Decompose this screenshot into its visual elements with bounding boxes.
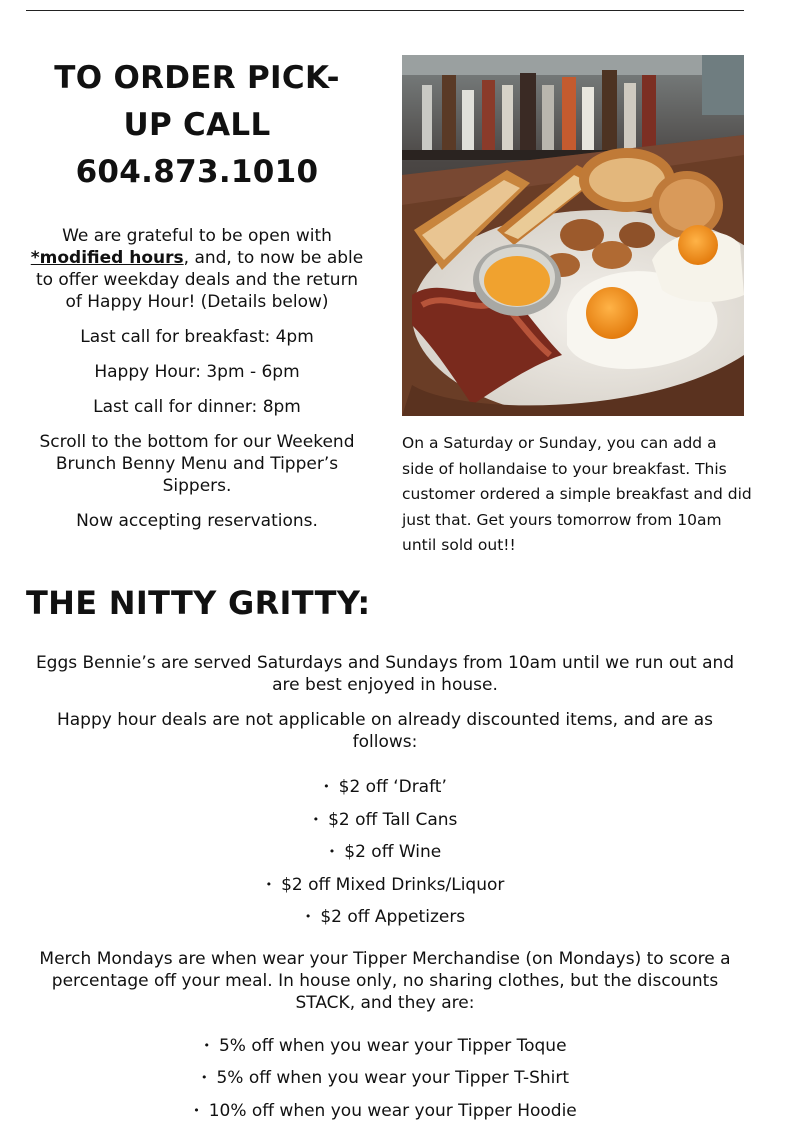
list-item: • $2 off Appetizers	[26, 901, 744, 934]
merch-deals-list	[26, 1030, 744, 1121]
happy-hour-times: Happy Hour: 3pm - 6pm	[94, 362, 300, 382]
photo-caption: On a Saturday or Sunday, you can add a side of hollandaise to your breakfast. This customer ordered a simple breakfast and did just that. Get yours tomorrow from 10am until sold out!!	[402, 434, 752, 554]
bennies-note: Eggs Bennie’s are served Saturdays and Sundays from 10am until we run out and are best enjoyed in house.	[35, 653, 735, 695]
list-item: • 5% off when you wear your Tipper T-Shirt	[26, 1062, 744, 1095]
details-section	[26, 652, 744, 1121]
list-item: • 10% off when you wear your Tipper Hoodie	[26, 1095, 744, 1121]
order-heading-line1: TO ORDER PICK-	[54, 60, 340, 96]
breakfast-photo	[402, 55, 744, 416]
list-item: • $2 off ‘Draft’	[26, 771, 744, 804]
list-item: • 5% off when you wear your Tipper Toque	[26, 1030, 744, 1063]
breakfast-last-call: Last call for breakfast: 4pm	[80, 327, 314, 347]
top-divider	[26, 10, 744, 11]
order-heading	[26, 55, 368, 196]
modified-hours-link[interactable]: *modified hours	[30, 248, 184, 268]
intro-text	[26, 225, 368, 313]
phone-number[interactable]: 604.873.1010	[75, 154, 319, 190]
dinner-last-call: Last call for dinner: 8pm	[93, 397, 301, 417]
intro-before: We are grateful to be open with	[62, 226, 332, 246]
intro-after: , and, to now be able to offer weekday deals and the return of Happy Hour! (Details below)	[35, 248, 364, 312]
nitty-gritty-heading: THE NITTY GRITTY:	[26, 584, 371, 622]
order-info-column	[26, 55, 368, 532]
list-item: • $2 off Tall Cans	[26, 804, 744, 837]
happy-hour-intro: Happy hour deals are not applicable on already discounted items, and are as follows:	[56, 710, 714, 752]
merch-mondays-intro: Merch Mondays are when wear your Tipper Merchandise (on Mondays) to score a percentage off your meal. In house only, no sharing clothes, but the discounts STACK, and they are:	[39, 948, 731, 1013]
breakfast-plate-illustration	[402, 55, 744, 416]
list-item: • $2 off Mixed Drinks/Liquor	[26, 869, 744, 902]
scroll-note: Scroll to the bottom for our Weekend Brunch Benny Menu and Tipper’s Sippers.	[39, 432, 355, 496]
list-item: • $2 off Wine	[26, 836, 744, 869]
reservations-note: Now accepting reservations.	[76, 511, 318, 531]
happy-hour-deals-list	[26, 771, 744, 934]
order-heading-line2: UP CALL	[123, 107, 271, 143]
